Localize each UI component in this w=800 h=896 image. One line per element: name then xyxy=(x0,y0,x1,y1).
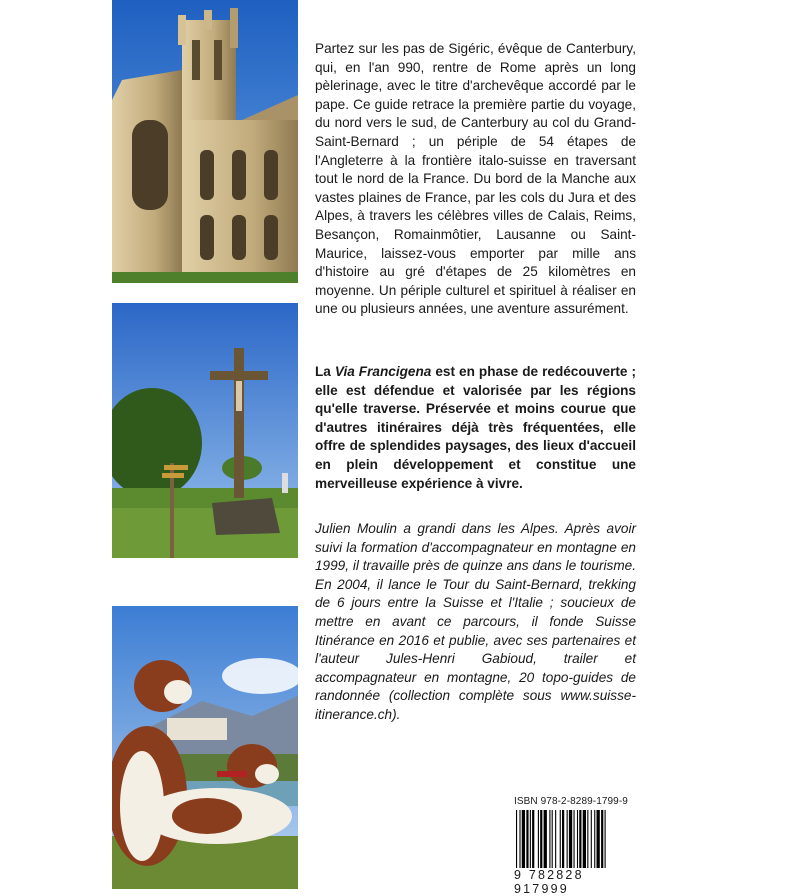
isbn-digits: 9 782828 917999 xyxy=(514,868,584,896)
via-francigena-title: Via Francigena xyxy=(334,364,432,379)
cathedral-photo xyxy=(112,0,298,283)
isbn-label: ISBN 978-2-8289-1799-9 xyxy=(514,796,628,807)
description-paragraph: Partez sur les pas de Sigéric, évêque de Canterbury, qui, en l'an 990, rentre de Rome après un long pèlerinage, avec le titre d'archevêque accordé par le pape. Ce guide retrace la première partie du voyage, du nord vers le sud, de Canterbury au col du Grand-Saint-Bernard ; un périple de 54 étapes de l'Angleterre à la frontière italo-suisse en traversant tout le nord de la France. Du bord de la Manche aux vastes plaines de France, par les cols du Jura et des Alpes, à travers les célèbres villes de Calais, Reims, Besançon, Romainmôtier, Lausanne ou Saint-Maurice, laissez-vous emporter par mille ans d'histoire au gré d'étapes de 25 kilomètres en moyenne. Un périple culturel et spirituel à réaliser en une ou plusieurs années, une aventure assurément. xyxy=(315,41,636,317)
highlight-paragraph xyxy=(315,363,636,493)
highlight-rest: est en phase de redécouverte ; elle est défendue et valorisée par les régions qu'elle traverse. Préservée et moins courue que d'autres itinéraires déjà très fréquentées, elle offre de splendides paysages, des lieux d'accueil en plein développement et constitue une merveilleuse expérience à vivre. xyxy=(315,364,637,491)
highlight-lead: La xyxy=(315,364,335,379)
isbn-barcode xyxy=(514,796,636,896)
barcode-bars xyxy=(516,810,634,868)
crucifix-photo xyxy=(112,303,298,558)
dogs-photo xyxy=(112,606,298,889)
author-bio-paragraph: Julien Moulin a grandi dans les Alpes. Après avoir suivi la formation d'accompagnateur en montagne en 1999, il travaille près de quinze ans dans le tourisme. En 2004, il lance le Tour du Saint-Bernard, trekking de 6 jours entre la Suisse et l'Italie ; soucieux de mettre en avant ce parcours, il fonde Suisse Itinérance en 2016 et publie, avec ses partenaires et l'auteur Jules-Henri Gabioud, trailer et accompagnateur en montagne, 20 topo-guides de randonnée (collection complète sous www.suisse-itinerance.ch). xyxy=(315,521,636,722)
